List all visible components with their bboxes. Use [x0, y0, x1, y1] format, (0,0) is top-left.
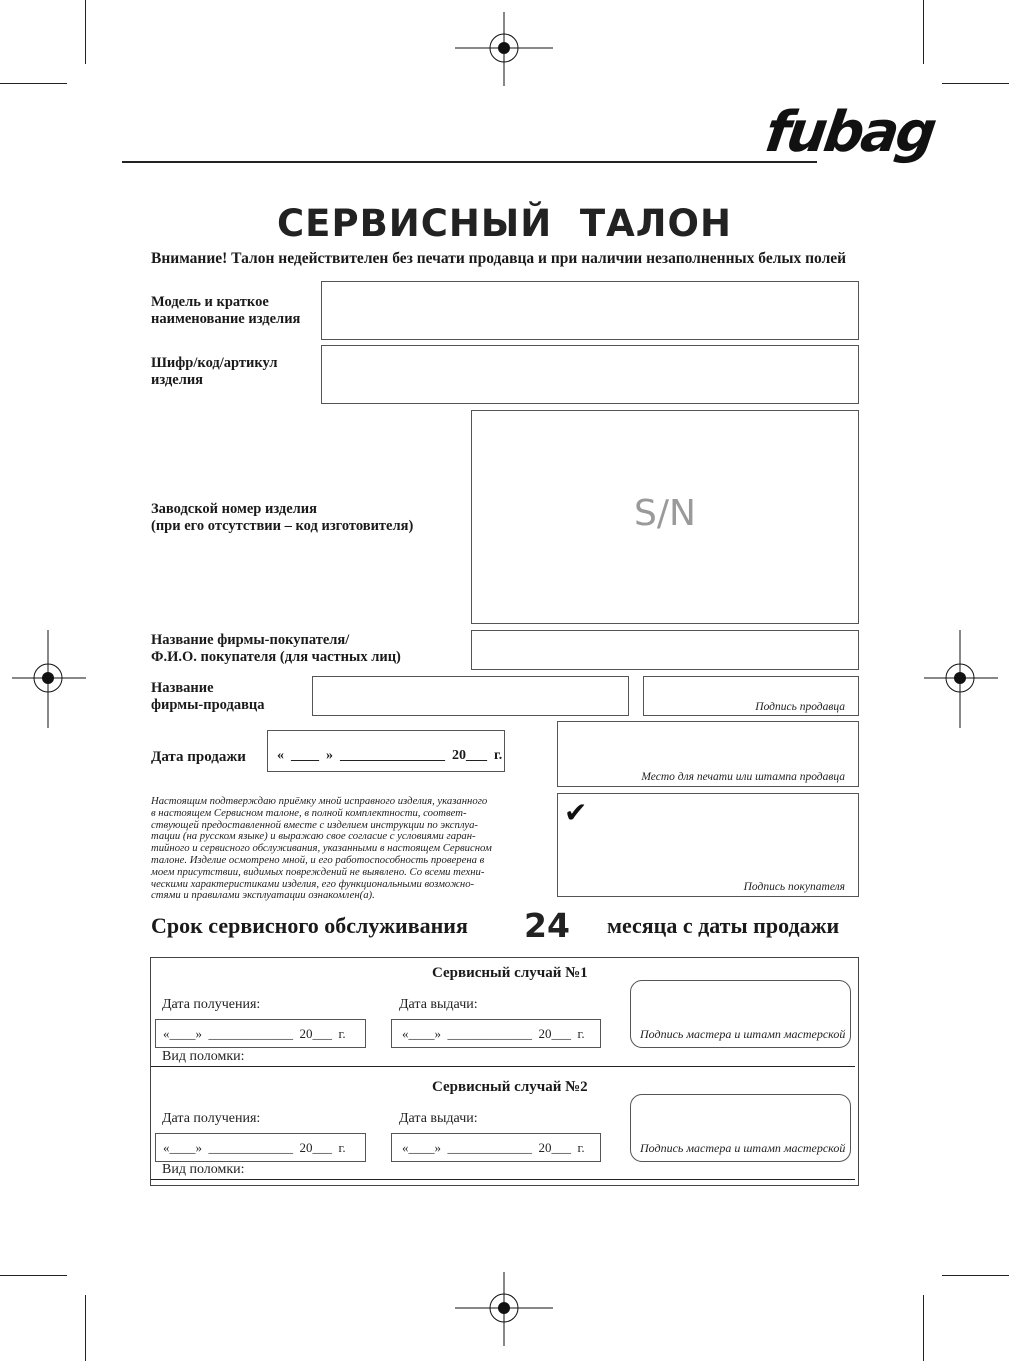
- service-case-2-defect-line: [151, 1179, 855, 1180]
- service-case-2-issued-date[interactable]: [391, 1133, 601, 1162]
- registration-mark-left: [0, 630, 100, 730]
- confirmation-text: Настоящим подтверждаю приёмку мной исправного изделия, указанного в настоящем Сервисном талоне, в полной комплектности, соответ- ствующей предоставленной вместе с изделием инструкции по эксплуа- тации (на русском языке) и выражаю свое согласие с условиями гаран- тийного и сервисного обслуживания, указанными в настоящем Сервисном талоне. Изделие осмотрено мной, и его работоспособность проверена в моем присутствии, видимых повреждений не выявлено. Со всеми техни- ческими характеристиками изделия, его функциональными возможно- стями и правилами эксплуатации ознакомлен(а).: [151, 795, 492, 902]
- buyer-field[interactable]: [471, 630, 859, 670]
- service-term-months: 24: [524, 906, 570, 945]
- code-label: Шифр/код/артикул изделия: [151, 355, 278, 388]
- service-case-2-defect-label: Вид поломки:: [162, 1162, 245, 1177]
- stamp-field[interactable]: [557, 721, 859, 787]
- service-case-1-title: Сервисный случай №1: [432, 965, 588, 981]
- seller-signature-field[interactable]: [643, 676, 859, 716]
- stamp-caption: Место для печати или штампа продавца: [641, 771, 845, 783]
- service-case-1-defect-line: [151, 1066, 855, 1067]
- service-case-1-issued-label: Дата выдачи:: [399, 997, 478, 1012]
- service-case-1-received-label: Дата получения:: [162, 997, 261, 1012]
- sale-date-template: « ____ » _______________ 20___ г.: [277, 748, 503, 763]
- service-case-1-received-template: «____» _____________ 20___ г.: [163, 1026, 346, 1041]
- service-term-prefix: Срок сервисного обслуживания: [151, 913, 468, 938]
- service-case-2-received-date[interactable]: [155, 1133, 366, 1162]
- buyer-signature-field[interactable]: [557, 793, 859, 897]
- model-label: Модель и краткое наименование изделия: [151, 294, 301, 327]
- service-case-1-defect-label: Вид поломки:: [162, 1049, 245, 1064]
- serial-placeholder: S/N: [634, 493, 696, 534]
- serial-field[interactable]: [471, 410, 859, 624]
- registration-mark-bottom: [455, 1260, 555, 1360]
- code-field[interactable]: [321, 345, 859, 404]
- seller-label: Название фирмы-продавца: [151, 680, 265, 713]
- buyer-signature-caption: Подпись покупателя: [743, 881, 845, 893]
- seller-signature-caption: Подпись продавца: [755, 701, 845, 713]
- service-case-1-stamp-caption: Подпись мастера и штамп мастерской: [640, 1027, 846, 1041]
- serial-label: Заводской номер изделия (при его отсутствии – код изготовителя): [151, 501, 414, 534]
- warning-text: Внимание! Талон недействителен без печати продавца и при наличии незаполненных белых полей: [151, 250, 847, 267]
- service-case-2-received-template: «____» _____________ 20___ г.: [163, 1140, 346, 1155]
- model-field[interactable]: [321, 281, 859, 340]
- service-case-1-received-date[interactable]: [155, 1019, 366, 1048]
- service-case-2-issued-label: Дата выдачи:: [399, 1111, 478, 1126]
- service-case-2-stamp[interactable]: [630, 1094, 851, 1162]
- registration-mark-right: [912, 630, 1009, 730]
- page-title: СЕРВИСНЫЙ ТАЛОН: [277, 202, 732, 245]
- registration-mark-top: [455, 0, 555, 100]
- service-case-2-title: Сервисный случай №2: [432, 1079, 588, 1095]
- header-rule: [122, 161, 817, 163]
- checkmark-icon: ✔: [564, 796, 588, 829]
- service-case-2-stamp-caption: Подпись мастера и штамп мастерской: [640, 1141, 846, 1155]
- sale-date-field[interactable]: [267, 730, 505, 772]
- service-case-2-received-label: Дата получения:: [162, 1111, 261, 1126]
- service-case-1-issued-template: «____» _____________ 20___ г.: [402, 1026, 585, 1041]
- brand-logo: fubag: [761, 100, 938, 165]
- service-case-2-issued-template: «____» _____________ 20___ г.: [402, 1140, 585, 1155]
- buyer-label: Название фирмы-покупателя/ Ф.И.О. покупателя (для частных лиц): [151, 632, 401, 665]
- service-case-1-stamp[interactable]: [630, 980, 851, 1048]
- service-term-suffix: месяца с даты продажи: [607, 913, 840, 938]
- seller-field[interactable]: [312, 676, 629, 716]
- service-case-1-issued-date[interactable]: [391, 1019, 601, 1048]
- sale-date-label: Дата продажи: [151, 749, 246, 765]
